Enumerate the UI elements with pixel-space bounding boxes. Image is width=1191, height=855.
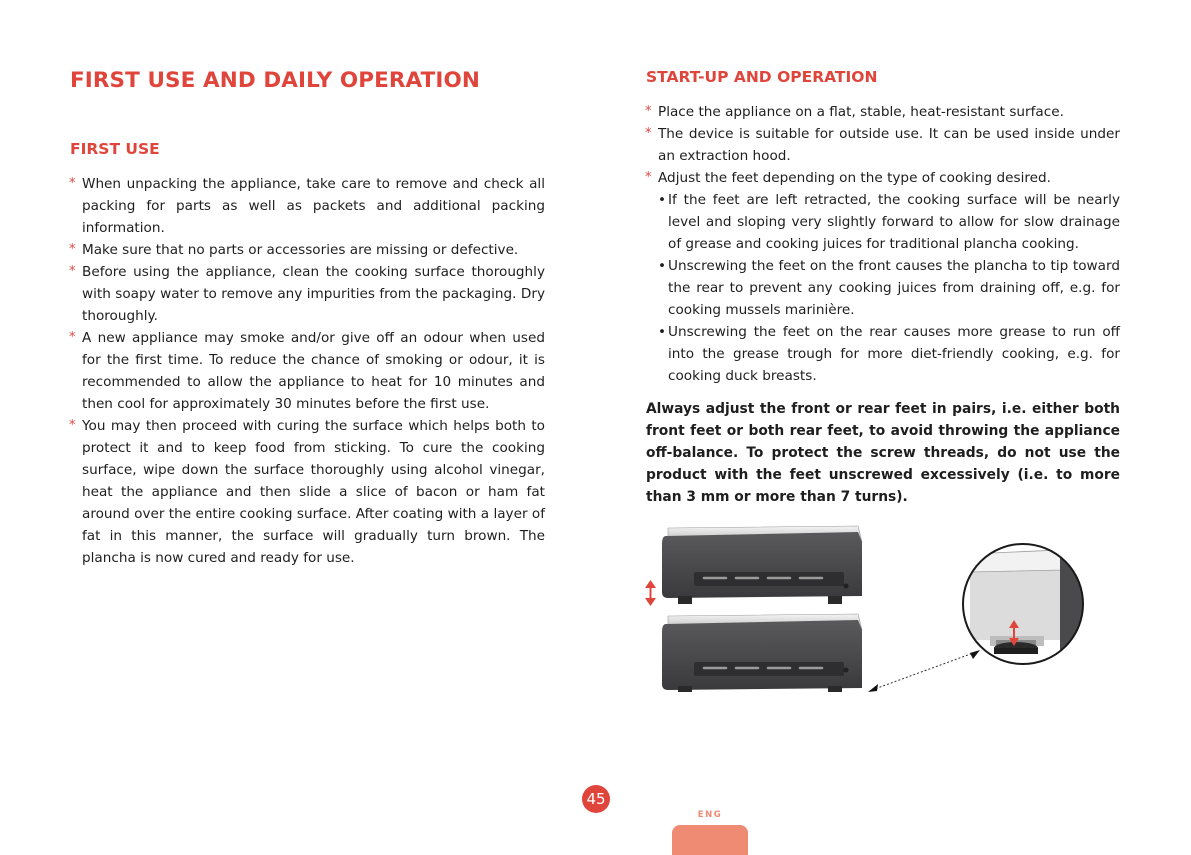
list-item: * When unpacking the appliance, take care to remove and check all packing for parts as well as packets and additional packing information. [70, 173, 545, 239]
sub-list-item: • Unscrewing the feet on the front causes the plancha to tip toward the rear to prevent any cooking juices from draining off, e.g. for cooking mussels marinière. [646, 255, 1120, 321]
startup-list [646, 101, 1120, 387]
sub-list-item: • If the feet are left retracted, the cooking surface will be nearly level and sloping very slightly forward to allow for slow drainage of grease and cooking juices for traditional plancha cooking. [646, 189, 1120, 255]
asterisk-bullet-icon: * [69, 330, 76, 345]
list-item: * Place the appliance on a flat, stable, heat-resistant surface. [646, 101, 1120, 123]
warning-note: Always adjust the front or rear feet in pairs, i.e. either both front feet or both rear feet, to avoid throwing the appliance off-balance. To protect the screw threads, do not use the product with the feet unscrewed excessively (i.e. to more than 3 mm or more than 7 turns). [646, 401, 1120, 505]
height-adjust-arrow-icon [645, 580, 656, 606]
list-item: * You may then proceed with curing the surface which helps both to protect it and to keep food from sticking. To cure the cooking surface, wipe down the surface thoroughly using alcohol vinegar, heat the appliance and then slide a slice of bacon or ham fat around over the entire cooking surface. After coating with a layer of fat in this manner, the surface will gradually turn brown. The plancha is now cured and ready for use. [70, 415, 545, 569]
asterisk-bullet-icon: * [645, 126, 652, 141]
plancha-feet-illustration [640, 520, 1100, 710]
page-number: 45 [582, 785, 610, 813]
startup-heading: START-UP AND OPERATION [646, 68, 878, 86]
language-tab [672, 825, 748, 855]
list-item: * Before using the appliance, clean the cooking surface thoroughly with soapy water to remove any impurities from the packaging. Dry thoroughly. [70, 261, 545, 327]
asterisk-bullet-icon: * [645, 104, 652, 119]
asterisk-bullet-icon: * [69, 176, 76, 191]
first-use-list [70, 173, 545, 569]
feet-options-list [646, 189, 1120, 387]
list-item: * The device is suitable for outside use. It can be used inside under an extraction hood. [646, 123, 1120, 167]
appliance-retracted-image [662, 614, 862, 692]
detail-pointer-arrow-icon [868, 650, 980, 692]
dot-bullet-icon: • [658, 192, 667, 208]
asterisk-bullet-icon: * [69, 418, 76, 433]
language-label: ENG [697, 810, 723, 820]
asterisk-bullet-icon: * [69, 242, 76, 257]
asterisk-bullet-icon: * [645, 170, 652, 185]
dot-bullet-icon: • [658, 258, 667, 274]
sub-list-item: • Unscrewing the feet on the rear causes more grease to run off into the grease trough for more diet-friendly cooking, e.g. for cooking duck breasts. [646, 321, 1120, 387]
list-item: * Adjust the feet depending on the type of cooking desired. • If the feet are left retracted, the cooking surface will be nearly level and sloping very slightly forward to allow for slow drainage of grease and cooking juices for traditional plancha cooking. • Unscrewing the feet on the front causes the plancha to tip toward the rear to prevent any cooking juices from draining off, e.g. for cooking mussels marinière. • Unscrewing the feet on the rear causes more grease to run off into the grease trough for more diet-friendly cooking, e.g. for cooking duck breasts. [646, 167, 1120, 387]
list-item: * Make sure that no parts or accessories are missing or defective. [70, 239, 545, 261]
page-title: FIRST USE AND DAILY OPERATION [70, 68, 480, 93]
foot-detail-zoom-image [963, 544, 1086, 664]
list-item: * A new appliance may smoke and/or give off an odour when used for the first time. To reduce the chance of smoking or odour, it is recommended to allow the appliance to heat for 10 minutes and then cool for approximately 30 minutes before the first use. [70, 327, 545, 415]
first-use-heading: FIRST USE [70, 140, 160, 158]
appliance-raised-image [662, 526, 862, 604]
dot-bullet-icon: • [658, 324, 667, 340]
asterisk-bullet-icon: * [69, 264, 76, 279]
